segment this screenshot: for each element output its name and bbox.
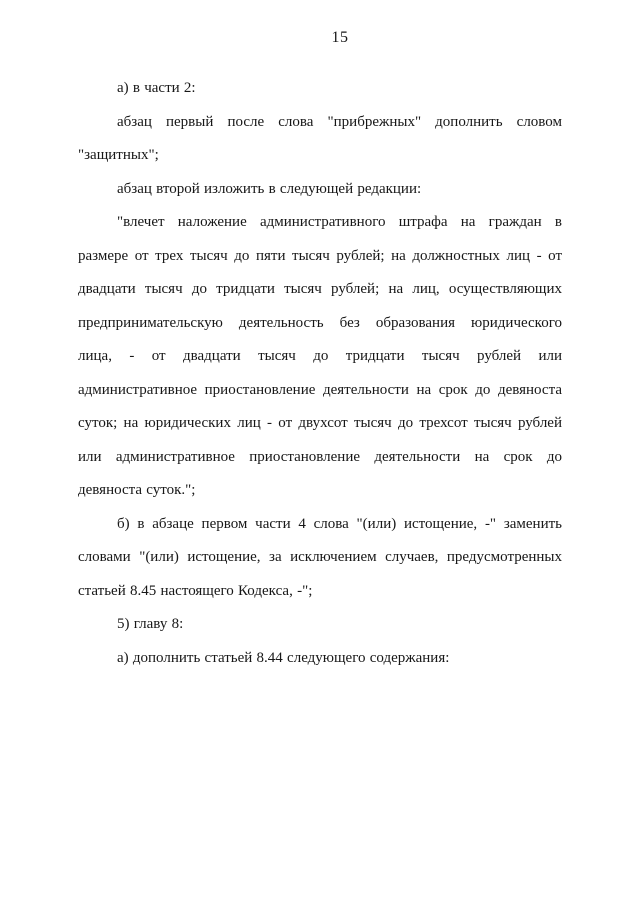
text-line: абзац первый после слова "прибрежных" дополнить словом bbox=[117, 113, 562, 130]
text-line: б) в абзаце первом части 4 слова "(или) истощение, -" заменить bbox=[117, 515, 562, 532]
text-line: словами "(или) истощение, за исключением случаев, предусмотренных bbox=[78, 549, 562, 565]
text-line: суток; на юридических лиц - от двухсот тысяч до трехсот тысяч рублей bbox=[78, 415, 562, 431]
document-body bbox=[78, 72, 562, 675]
text-line: предпринимательскую деятельность без образования юридического bbox=[78, 314, 562, 331]
text-line: абзац второй изложить в следующей редакции: bbox=[117, 180, 422, 197]
text-line: а) дополнить статьей 8.44 следующего содержания: bbox=[117, 649, 450, 666]
text-line: девяноста суток."; bbox=[78, 482, 196, 498]
text-line: или административное приостановление деятельности на срок до bbox=[78, 448, 562, 465]
text-line: административное приостановление деятельности на срок до девяноста bbox=[78, 381, 562, 398]
text-line: "влечет наложение административного штрафа на граждан в bbox=[117, 214, 562, 230]
text-line: а) в части 2: bbox=[117, 80, 196, 96]
page-number: 15 bbox=[331, 29, 349, 46]
text-line: лица, - от двадцати тысяч до тридцати тысяч рублей или bbox=[78, 348, 562, 364]
text-line: "защитных"; bbox=[78, 147, 159, 163]
text-line: статьей 8.45 настоящего Кодекса, -"; bbox=[78, 582, 313, 599]
text-line: размере от трех тысяч до пяти тысяч рублей; на должностных лиц - от bbox=[78, 247, 562, 264]
text-line: 5) главу 8: bbox=[117, 616, 184, 632]
text-line: двадцати тысяч до тридцати тысяч рублей; на лиц, осуществляющих bbox=[78, 281, 562, 297]
